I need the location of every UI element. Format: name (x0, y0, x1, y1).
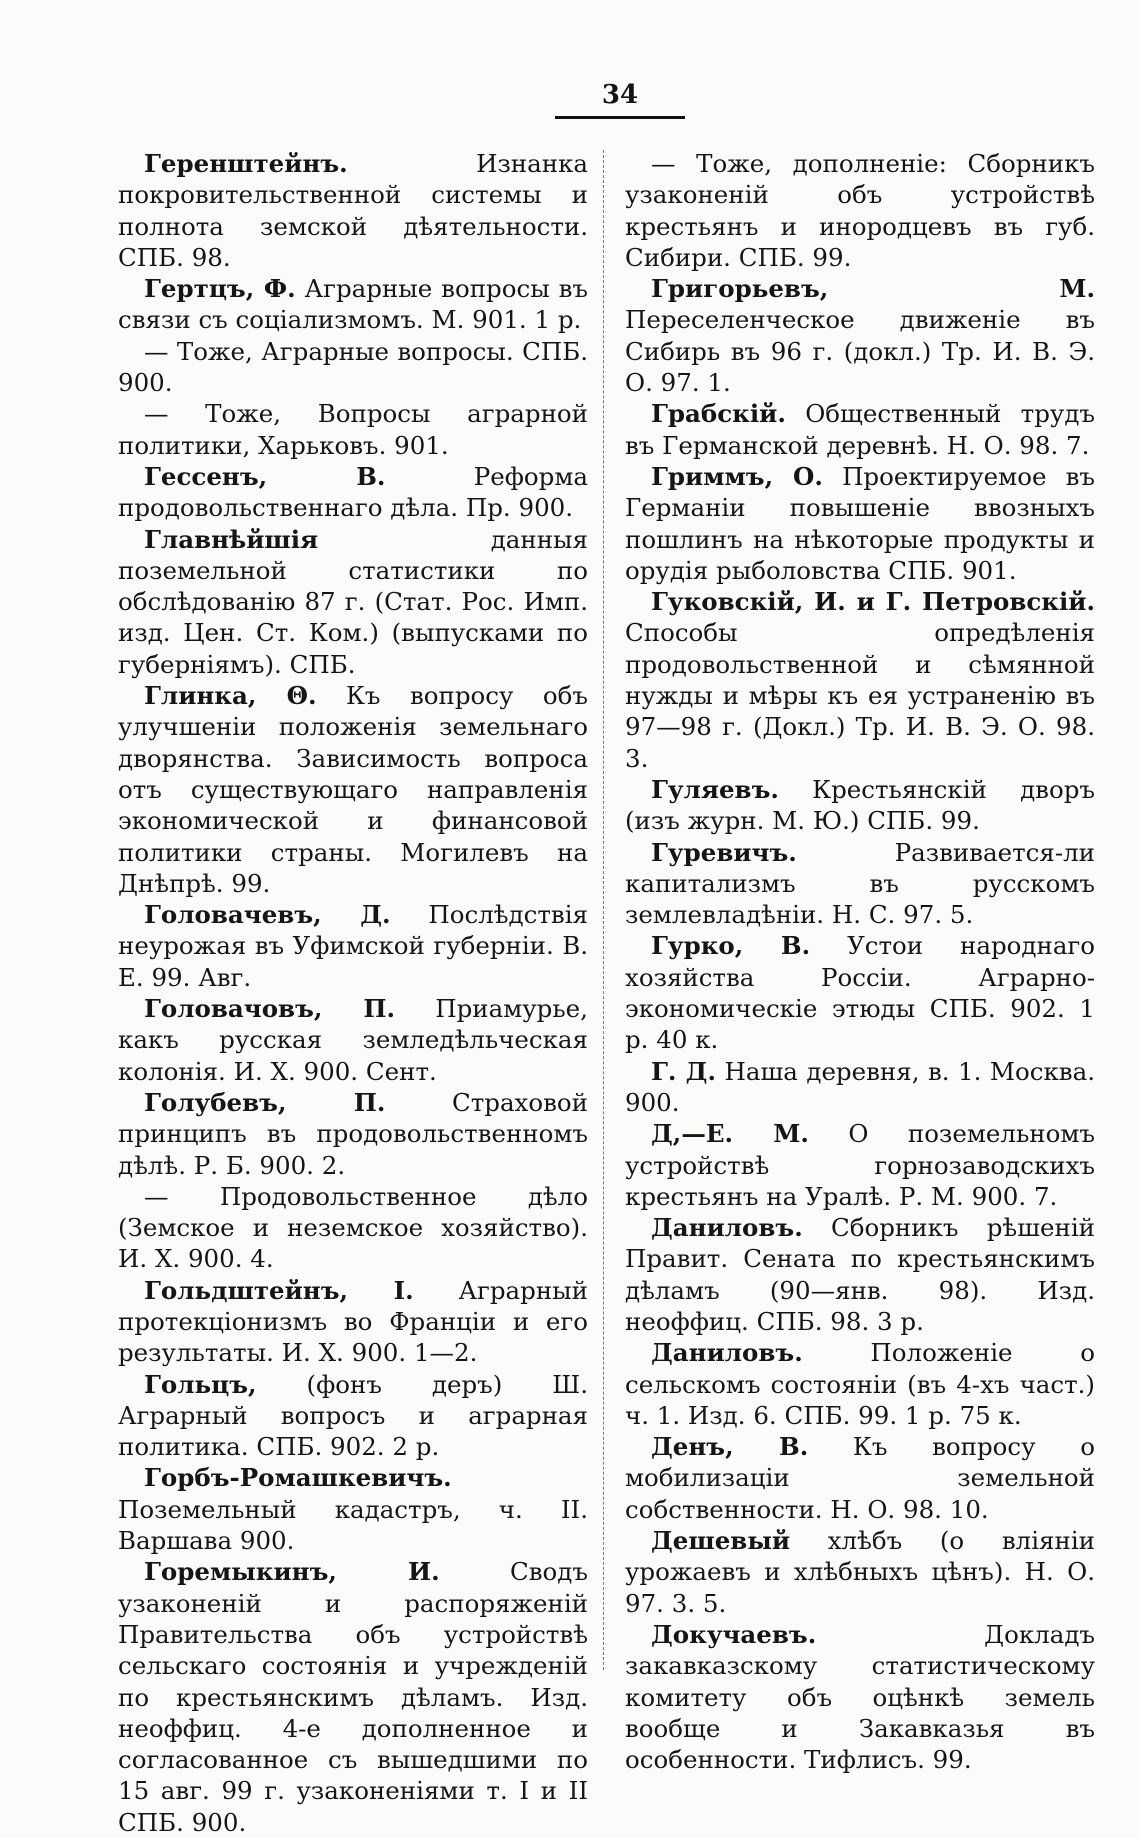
bibliography-entry (118, 398, 588, 461)
bibliography-entry (118, 1181, 588, 1275)
bibliography-entry (118, 1275, 588, 1369)
bibliography-entry (625, 1056, 1095, 1119)
entry-author: Даниловъ. (651, 1213, 803, 1243)
entry-text: Сборникъ рѣшеній Правит. Сената по крестьянскимъ дѣламъ (90—янв. 98). Изд. неоффиц. СПБ. 98. 3 р. (625, 1213, 1095, 1336)
entry-author: Гертцъ, Ф. (144, 274, 296, 304)
entry-author: Головачевъ, Д. (144, 900, 391, 930)
entry-text: Страховой принципъ въ продовольственномъ дѣлѣ. Р. Б. 900. 2. (118, 1087, 588, 1180)
entry-text: Общественный трудъ въ Германской деревнѣ. Н. О. 98. 7. (625, 399, 1095, 460)
bibliography-entry (118, 1556, 588, 1838)
entry-author: Горемыкинъ, И. (144, 1557, 440, 1587)
bibliography-entry (118, 680, 588, 899)
bibliography-entry (118, 461, 588, 524)
entry-author: Грабскій. (651, 399, 786, 429)
entry-author: Денъ, В. (651, 1432, 809, 1462)
entry-author: Гессенъ, В. (144, 461, 386, 491)
column-divider (603, 150, 605, 1670)
page-number-rule (555, 116, 685, 119)
entry-author: Гриммъ, О. (651, 461, 823, 491)
entry-text: Наша деревня, в. 1. Москва. 900. (625, 1056, 1095, 1117)
entry-text: — Продовольственное дѣло (Земское и неземское хозяйство). И. Х. 900. 4. (118, 1181, 588, 1274)
entry-author: Докучаевъ. (651, 1619, 817, 1649)
entry-text: Переселенческое движеніе въ Сибирь въ 96 г. (докл.) Тр. И. В. Э. О. 97. 1. (625, 305, 1095, 398)
bibliography-entry (118, 1087, 588, 1181)
entry-text: Проектируемое въ Германіи повышеніе ввозныхъ пошлинъ на нѣкоторые продукты и орудія рыболовства СПБ. 901. (625, 461, 1095, 585)
bibliography-entry (625, 1337, 1095, 1431)
bibliography-entry (118, 1369, 588, 1463)
entry-text: Сводъ узаконеній и распоряженій Правительства объ устройствѣ сельскаго состоянія и учрежденій по крестьянскимъ дѣламъ. Изд. неоффиц. 4-е дополненное и согласованное съ вышедшими по 15 авг. 99 г. узаконеніями т. I и II СПБ. 900. (118, 1557, 588, 1837)
bibliography-entry (625, 1118, 1095, 1212)
bibliography-entry (118, 993, 588, 1087)
entry-author: Гурко, В. (651, 931, 811, 961)
entry-author: Гуляевъ. (651, 774, 779, 804)
entry-text: Докладъ закавказскому статистическому комитету объ оцѣнкѣ земель вообще и Закавказья въ особенности. Тифлисъ. 99. (625, 1619, 1095, 1775)
entry-text: — Тоже, Вопросы аграрной политики, Харьковъ. 901. (118, 399, 588, 460)
bibliography-entry (118, 899, 588, 993)
entry-text: Поземельный кадастръ, ч. II. Варшава 900. (118, 1494, 588, 1556)
entry-text: Аграрные вопросы въ связи съ соціализмомъ. М. 901. 1 р. (118, 274, 588, 335)
bibliography-entry (625, 586, 1095, 774)
entry-text: Приамурье, какъ русская земледѣльческая колонія. И. Х. 900. Сент. (118, 994, 588, 1086)
bibliography-entry (625, 930, 1095, 1055)
entry-text: Способы опредѣленія продовольственной и сѣмянной нужды и мѣры къ ея устраненію въ 97—98 г. (Докл.) Тр. И. В. Э. О. 98. 3. (625, 618, 1095, 773)
entry-author: Даниловъ. (651, 1338, 803, 1368)
entry-text: Послѣдствія неурожая въ Уфимской губерніи. В. Е. 99. Авг. (118, 900, 588, 992)
entry-text: О поземельномъ устройствѣ горнозаводскихъ крестьянъ на Уралѣ. Р. М. 900. 7. (625, 1119, 1096, 1211)
entry-text: — Тоже, Аграрные вопросы. СПБ. 900. (118, 336, 588, 398)
entry-author: Голубевъ, П. (144, 1087, 386, 1117)
entry-text: Реформа продовольственнаго дѣла. Пр. 900. (118, 461, 588, 523)
entry-text: — Тоже, дополненіе: Сборникъ узаконеній объ устройствѣ крестьянъ и инородцевъ въ губ. Сибири. СПБ. 99. (625, 149, 1095, 272)
bibliography-entry (625, 1212, 1095, 1337)
page-number: 34 (601, 80, 639, 110)
bibliography-entry (625, 1525, 1095, 1619)
entry-author: Гуревичъ. (651, 837, 797, 867)
entry-author: Г. Д. (651, 1056, 716, 1086)
entry-author: Головачовъ, П. (144, 994, 395, 1024)
entry-text: Аграрный протекціонизмъ во Франціи и его результаты. И. Х. 900. 1—2. (118, 1275, 588, 1368)
bibliography-entry (625, 1619, 1095, 1775)
right-column (625, 148, 1095, 1775)
entry-text: (фонъ деръ) Ш. Аграрный вопросъ и аграрная политика. СПБ. 902. 2 р. (118, 1369, 588, 1462)
entry-text: данныя поземельной статистики по обслѣдованію 87 г. (Стат. Рос. Имп. изд. Цен. Ст. Ком.) (выпусками по губерніямъ). СПБ. (118, 524, 588, 679)
entry-author: Геренштейнъ. (144, 149, 348, 178)
entry-author: Гуковскій, И. и Г. Петровскій. (651, 587, 1095, 617)
bibliography-entry (118, 336, 588, 399)
entry-text: Къ вопросу о мобилизаціи земельной собственности. Н. О. 98. 10. (625, 1432, 1095, 1524)
entry-text: Устои народнаго хозяйства Россіи. Аграрно-экономическіе этюды СПБ. 902. 1 р. 40 к. (625, 931, 1096, 1055)
bibliography-entry (118, 1462, 588, 1556)
entry-author: Григорьевъ, М. (651, 274, 1095, 304)
entry-text: Положеніе о сельскомъ состояніи (въ 4-хъ част.) ч. 1. Изд. 6. СПБ. 99. 1 р. 75 к. (625, 1338, 1095, 1430)
entry-text: Къ вопросу объ улучшеніи положенія земельнаго дворянства. Зависимость вопроса отъ существующаго направленія экономической и финансовой политики страны. Могилевъ на Днѣпрѣ. 99. (118, 681, 588, 898)
entry-author: Дешевый (651, 1526, 791, 1556)
entry-author: Горбъ-Ромашкевичъ. (144, 1463, 452, 1493)
bibliography-entry (625, 148, 1095, 273)
entry-text: Изнанка покровительственной системы и полнота земской дѣятельности. СПБ. 98. (118, 149, 588, 272)
entry-text: хлѣбъ (о вліяніи урожаевъ и хлѣбныхъ цѣнъ). Н. О. 97. 3. 5. (625, 1526, 1095, 1618)
bibliography-entry (118, 148, 588, 273)
bibliography-entry (118, 273, 588, 336)
bibliography-entry (625, 774, 1095, 837)
entry-text: Крестьянскій дворъ (изъ журн. М. Ю.) СПБ. 99. (625, 774, 1095, 836)
entry-author: Главнѣйшія (144, 524, 319, 554)
bibliography-entry (625, 273, 1095, 398)
bibliography-entry (625, 398, 1095, 461)
entry-author: Глинка, Θ. (144, 681, 317, 711)
entry-author: Гольцъ, (144, 1369, 257, 1399)
entry-author: Д,—Е. М. (651, 1119, 809, 1149)
entry-author: Гольдштейнъ, І. (144, 1275, 414, 1305)
bibliography-entry (625, 837, 1095, 931)
bibliography-entry (625, 1431, 1095, 1525)
bibliography-entry (118, 524, 588, 680)
entry-text: Развивается-ли капитализмъ въ русскомъ землевладѣніи. Н. С. 97. 5. (625, 837, 1095, 930)
bibliography-entry (625, 461, 1095, 586)
left-column (118, 148, 588, 1838)
